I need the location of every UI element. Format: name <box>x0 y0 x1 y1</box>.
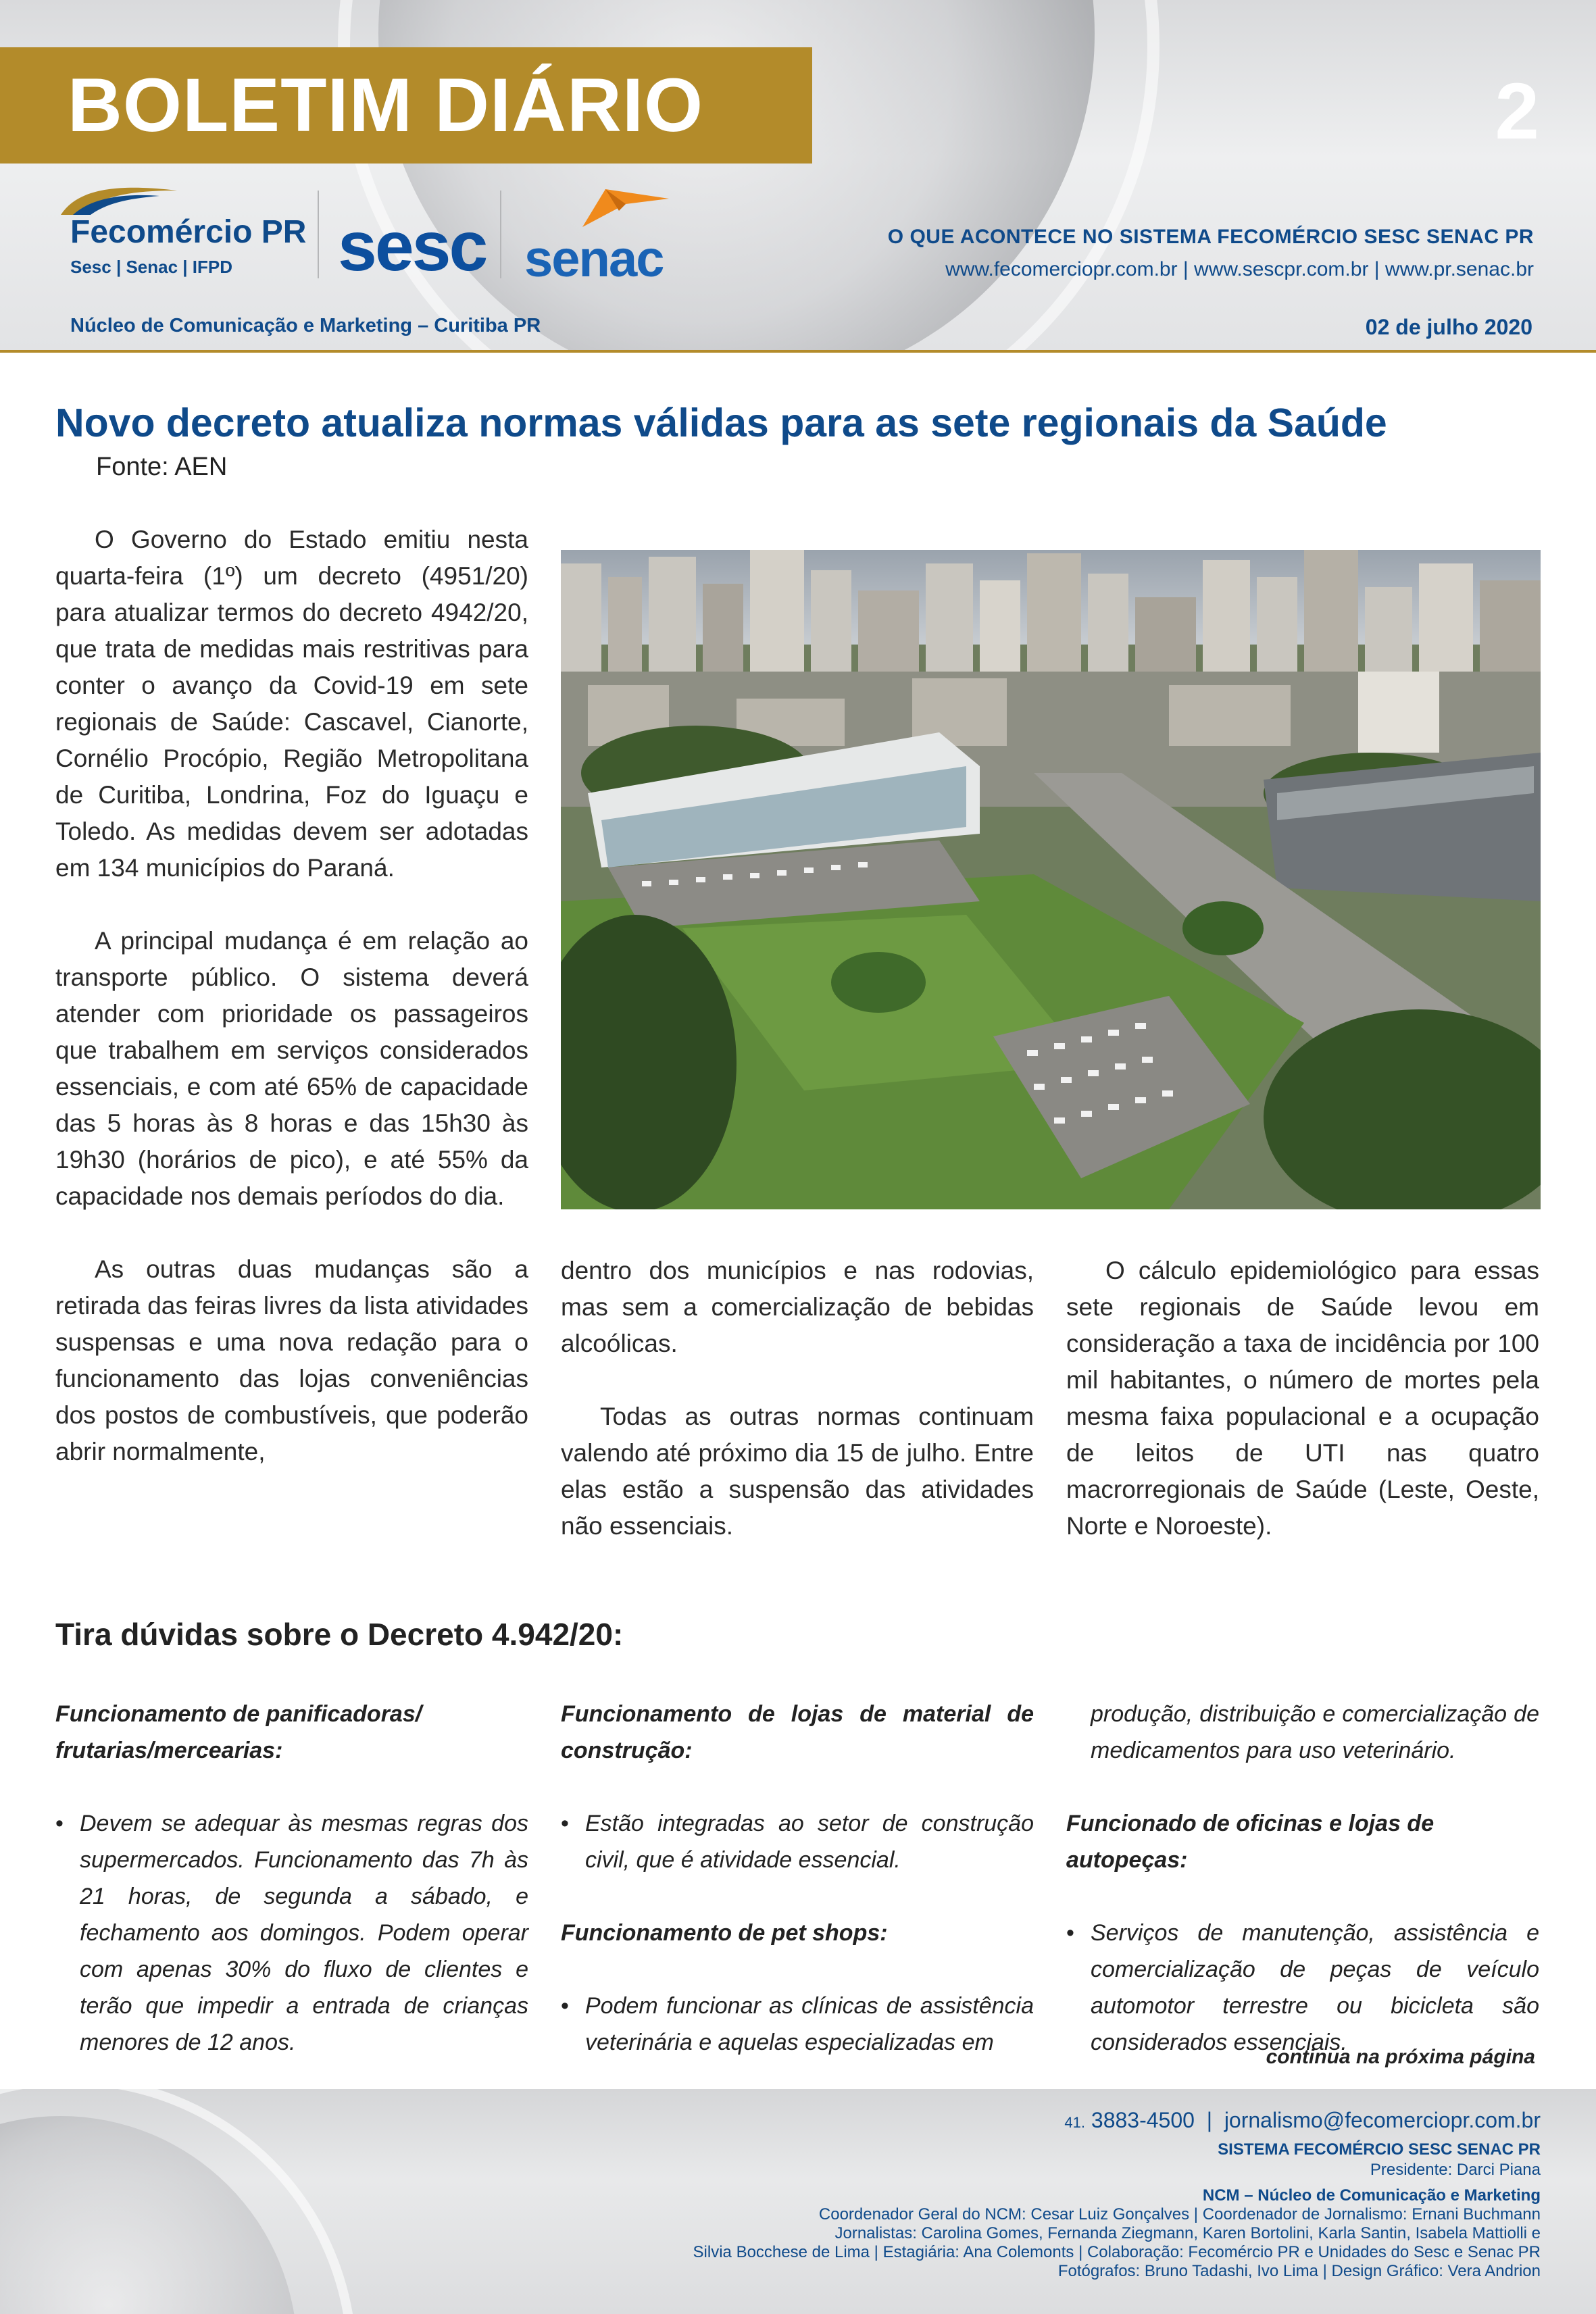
paragraph: Todas as outras normas continuam valendo até próximo dia 15 de julho. Entre elas estão a suspensão das atividades não essenciais. <box>561 1403 1034 1540</box>
article-column-2 <box>561 1253 1034 1581</box>
page-number: 2 <box>1495 67 1539 156</box>
faq-heading: Funcionamento de panificadoras/ frutarias/mercearias: <box>55 1701 422 1763</box>
tagline: O QUE ACONTECE NO SISTEMA FECOMÉRCIO SESC SENAC PR <box>887 226 1534 248</box>
senac-flag-icon <box>578 184 673 231</box>
footer-ncm: NCM – Núcleo de Comunicação e Marketing <box>1202 2186 1541 2205</box>
faq-heading: Funcionamento de pet shops: <box>561 1920 888 1946</box>
contact-email[interactable]: jornalismo@fecomerciopr.com.br <box>1224 2108 1541 2132</box>
paragraph: O cálculo epidemiológico para essas sete regionais de Saúde levou em consideração a taxa de incidência por 100 mil habitantes, o número de mortes pela mesma faixa populacional e a ocupação de leitos de UTI nas quatro macrorregionais de Saúde (Leste, Oeste, Norte e Noroeste). <box>1066 1257 1539 1540</box>
fecomercio-logo <box>49 184 305 285</box>
fecomercio-swoosh-icon <box>58 184 180 218</box>
faq-column-1 <box>55 1696 528 2097</box>
faq-bullet: • Estão integradas ao setor de construção civil, que é atividade essencial. <box>561 1805 1034 1878</box>
aerial-city-photo <box>561 550 1541 1209</box>
faq-bullet: • Devem se adequar às mesmas regras dos supermercados. Funcionamento das 7h às 21 horas, de segunda a sábado, e fechamento aos domingos. Podem operar com apenas 30% do fluxo de clientes e terão que impedir a entrada de crianças menores de 12 anos. <box>55 1805 528 2061</box>
logo-divider <box>318 191 319 278</box>
footer-contact <box>1064 2108 1541 2133</box>
footer-photographers: Fotógrafos: Bruno Tadashi, Ivo Lima | Design Gráfico: Vera Andrion <box>1057 2262 1541 2280</box>
paragraph: O Governo do Estado emitiu nesta quarta-feira (1º) um decreto (4951/20) para atualizar termos do decreto 4942/20, que trata de medidas mais restritivas para conter o avanço da Covid-19 em sete regionais de Saúde: Cascavel, Cianorte, Cornélio Procópio, Região Metropolitana de Curitiba, Londrina, Foz do Iguaçu e Toledo. As medidas devem ser adotadas em 134 municípios do Paraná. <box>55 526 528 882</box>
issue-date: 02 de julho 2020 <box>1365 315 1532 339</box>
footer-president: Presidente: Darci Piana <box>1370 2161 1541 2179</box>
footer-system: SISTEMA FECOMÉRCIO SESC SENAC PR <box>1218 2140 1541 2159</box>
paragraph: A principal mudança é em relação ao transporte público. O sistema deverá atender com prioridade os passageiros que trabalhem em serviços considerados essenciais, e com até 65% de capacidade das 5 horas às 8 horas e das 15h30 às 19h30 (horários de pico), e até 55% da capacidade nos demais períodos do dia. <box>55 927 528 1210</box>
continued-next-page: continua na próxima página <box>1266 2046 1535 2068</box>
phone-prefix: 41. <box>1064 2114 1086 2131</box>
sesc-logo: sesc <box>338 207 487 286</box>
article-headline: Novo decreto atualiza normas válidas para as sete regionais da Saúde <box>55 401 1387 445</box>
website-links[interactable]: www.fecomerciopr.com.br | www.sescpr.com.br | www.pr.senac.br <box>945 258 1534 280</box>
photo-illustration <box>561 550 1541 1209</box>
bulletin-title: BOLETIM DIÁRIO <box>68 63 704 147</box>
logo-divider <box>500 191 501 278</box>
phone-number[interactable]: 3883-4500 <box>1091 2108 1195 2132</box>
senac-logo <box>524 184 687 288</box>
paragraph: As outras duas mudanças são a retirada das feiras livres da lista atividades suspensas e uma nova redação para o funcionamento das lojas conveniências dos postos de combustíveis, que poderão abrir normalmente, <box>55 1255 528 1465</box>
faq-heading: Funcionamento de lojas de material de construção: <box>561 1701 1034 1763</box>
footer-journalists: Jornalistas: Carolina Gomes, Fernanda Ziegmann, Karen Bortolini, Karla Santin, Isabela Mattiolli e <box>834 2224 1541 2242</box>
faq-heading: Funcionado de oficinas e lojas de autopeças: <box>1066 1811 1435 1873</box>
article-source: Fonte: AEN <box>96 453 228 481</box>
fecomercio-name: Fecomércio PR <box>70 214 307 250</box>
article-column-3 <box>1066 1253 1539 1581</box>
footer-coordinators: Coordenador Geral do NCM: Cesar Luiz Gonçalves | Coordenador de Jornalismo: Ernani Buchmann <box>818 2205 1541 2223</box>
faq-column-2 <box>561 1696 1034 2097</box>
faq-bullet: • Podem funcionar as clínicas de assistência veterinária e aquelas especializadas em <box>561 1988 1034 2061</box>
paragraph: dentro dos municípios e nas rodovias, mas sem a comercialização de bebidas alcoólicas. <box>561 1257 1034 1357</box>
fecomercio-sub: Sesc | Senac | IFPD <box>70 257 232 277</box>
article-column-1 <box>55 522 528 1507</box>
faq-title: Tira dúvidas sobre o Decreto 4.942/20: <box>55 1617 624 1652</box>
faq-column-3 <box>1066 1696 1539 2097</box>
faq-continuation: produção, distribuição e comercialização de medicamentos para uso veterinário. <box>1091 1701 1539 1763</box>
footer-journalists-cont: Silvia Bocchese de Lima | Estagiária: Ana Colemonts | Colaboração: Fecomércio PR e Unidades do Sesc e Senac PR <box>693 2243 1541 2261</box>
contact-separator: | <box>1206 2108 1213 2132</box>
faq-bullet: • Serviços de manutenção, assistência e comercialização de peças de veículo automotor terrestre ou bicicleta são considerados essenciais. <box>1066 1915 1539 2061</box>
department-label: Núcleo de Comunicação e Marketing – Curitiba PR <box>70 315 541 336</box>
senac-wordmark: senac <box>524 230 664 288</box>
